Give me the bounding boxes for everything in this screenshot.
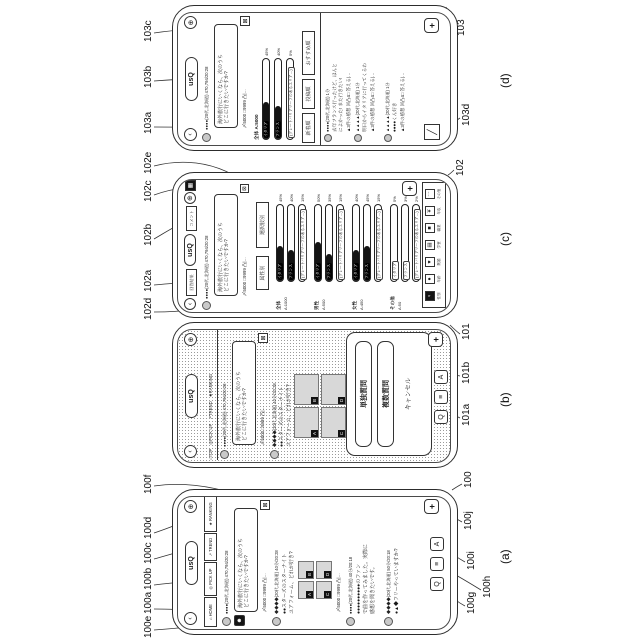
phone-c-screen: [177, 179, 451, 313]
result-bar-pct: 15%: [338, 193, 343, 202]
avatar: [346, 617, 355, 626]
attr-icon-1[interactable]: ●: [425, 274, 435, 284]
result-bar-pct: 45%: [278, 193, 283, 202]
tab-1-a[interactable]: [204, 562, 217, 596]
a-tab-icon: ⌂: [208, 617, 213, 620]
questions-icon-a[interactable]: Q: [430, 577, 444, 591]
choice-badge: A: [307, 593, 312, 597]
result-bar-label: イタリア: [278, 263, 282, 279]
avatar: [270, 450, 279, 459]
c-expand-icon[interactable]: ⊠: [240, 184, 249, 193]
attribute-filter-bar: [422, 182, 446, 308]
attr-4[interactable]: [425, 220, 445, 236]
result-bar-pct: 3%: [403, 196, 408, 202]
a-q1-footer: 〆5000 □9999 凸|…: [262, 573, 267, 612]
a-q2-body: [282, 551, 296, 614]
photo-cell[interactable]: [298, 581, 314, 599]
b-q2-line: ユアフォーム、どれが好き?: [286, 384, 292, 447]
choice-badge: B: [312, 399, 317, 403]
c-search-icon[interactable]: ⊕: [184, 192, 196, 204]
attr-icon-4[interactable]: ■: [425, 223, 435, 233]
fab-plus-button-d[interactable]: +: [424, 18, 439, 33]
group-count: A:50: [397, 301, 402, 310]
attr-label-4: 職業: [437, 224, 441, 232]
questions-icon-b[interactable]: Q: [434, 410, 448, 424]
avatar: [202, 301, 211, 310]
ref-label-100a: 100a: [143, 591, 154, 614]
a-q2-line: ユアフォーム、どれが好き?: [289, 551, 295, 614]
ref-label-103c: 103c: [143, 20, 154, 42]
caption-(a): (a): [498, 549, 512, 564]
b-tab-icon: ⌂: [208, 457, 213, 460]
phone-d: [172, 5, 458, 151]
ref-label-103a: 103a: [143, 111, 154, 134]
a-tab-label: PICK UP: [208, 568, 213, 585]
choice-badge: D: [325, 572, 330, 577]
result-bar-track: [325, 204, 333, 282]
attr-icon-2[interactable]: ♥: [425, 257, 435, 267]
avatar[interactable]: [222, 617, 231, 626]
ref-label-100e: 100e: [143, 615, 154, 638]
b-q1-question-line: どこに行きたいですか?: [241, 388, 248, 441]
result-bar-track: [401, 204, 409, 282]
a-t4-body: [394, 548, 401, 614]
tab-2-b[interactable]: [208, 401, 214, 419]
photo-cell[interactable]: [294, 407, 319, 438]
result-bar-label: (グレートバリアリーフのあるエリア…): [377, 211, 381, 278]
result-bar-label: (グレートバリアリーフのあるエリア…): [289, 69, 293, 136]
result-bar-pct: 2%: [414, 196, 419, 202]
d-question-line: 海外旅行にいくなら、次のうち: [217, 53, 224, 124]
tab-2-a[interactable]: [204, 533, 217, 561]
ref-label-101a: 101a: [461, 403, 472, 426]
ref-label-102c: 102c: [143, 180, 154, 202]
choice-badge: C: [339, 431, 344, 436]
attr-label-2: 既婚: [437, 258, 441, 266]
result-bar-track: [374, 204, 382, 282]
phone-b: [172, 322, 458, 468]
d-reply-meta: ●●●●(20代,北海道) 1分: [325, 88, 330, 132]
result-bar-label: フランス: [289, 263, 293, 279]
a-q1-question-balloon: [234, 508, 258, 612]
b-logo: usQ: [185, 374, 198, 418]
d-q-meta: ●●●●(20代,北海道) 470,794/20:28: [204, 66, 209, 130]
d-back-icon[interactable]: ‹: [184, 128, 197, 141]
result-bar-label: (グレートバリアリーフのあるエリア…): [415, 211, 419, 278]
attr-label-3: 学歴: [437, 241, 441, 249]
d-reply-line: 明日からイタリアに行ってくるわ: [362, 63, 367, 132]
d-reply-line: によかった! また行きたい!: [337, 77, 343, 132]
result-bar-track: [314, 204, 322, 282]
result-bar-label: (グレートバリアリーフのあるエリア…): [339, 211, 343, 278]
result-bar-label: フランス: [276, 121, 280, 137]
a-t3-line: ●●●●●●●●●●のファン: [356, 563, 362, 614]
tab-0-b[interactable]: [208, 449, 213, 460]
result-bar-pct: 35%: [327, 193, 332, 202]
a-tab-icon: ◎: [208, 585, 213, 590]
b-search-icon[interactable]: ⊕: [184, 333, 197, 346]
result-bar-label: イタリア: [393, 262, 397, 278]
avatar: [324, 134, 332, 142]
a-t4-line: ●▲◆フリーやっていますか?: [394, 548, 400, 614]
result-bar-label: フランス: [327, 263, 331, 279]
ref-label-103d: 103d: [461, 103, 472, 126]
result-bar-track: [390, 204, 398, 282]
result-bar-pct: 40%: [289, 193, 294, 202]
ref-label-100f: 100f: [143, 474, 154, 494]
c-comments-box[interactable]: コメント: [186, 206, 197, 231]
a-logo: usQ: [185, 541, 198, 585]
c-q-footer: 〆5000 □9999 凸|…: [242, 257, 247, 296]
sort-0-button[interactable]: 新着順: [302, 113, 315, 143]
c-logo: usQ: [184, 234, 196, 266]
attr-0[interactable]: [425, 288, 445, 304]
result-bar-track: [286, 58, 294, 140]
result-bar-track: [276, 204, 284, 282]
b-tab-icon: ★: [207, 393, 213, 398]
a-q1-question-line: どこに行きたいですか?: [243, 555, 250, 608]
result-bar-label: (グレートバリアリーフのあるエリア…): [301, 211, 305, 278]
result-bar-pct: 45%: [365, 193, 370, 202]
ref-label-102e: 102e: [143, 151, 154, 174]
result-bar-pct: 15%: [376, 193, 381, 202]
a-tab-label: HOME: [208, 604, 213, 617]
result-bar-label: フランス: [404, 262, 408, 278]
photo-cell[interactable]: [294, 374, 319, 405]
c-chart-icon[interactable]: ▦: [185, 180, 196, 191]
ref-label-100g: 100g: [466, 591, 477, 614]
a-t4-meta: ◆◆◆◆(20代,北海道) 50分/20:18: [386, 550, 391, 614]
result-bar-pct: 45%: [264, 47, 269, 56]
tab-3-b[interactable]: [208, 374, 214, 397]
a-tab-icon: ↗: [208, 552, 213, 557]
caption-(d): (d): [498, 73, 512, 88]
result-bar-pct: 50%: [316, 193, 321, 202]
attr-icon-6[interactable]: ⋯: [425, 189, 435, 199]
group-count: A:450: [359, 299, 364, 310]
d-reply-footer: ▲3件の感想 回凸4□ 答える|…: [400, 72, 405, 132]
sort-1-button[interactable]: 投稿順: [302, 79, 315, 109]
a-q1-expand-icon[interactable]: ⊠: [260, 500, 270, 510]
a-tab-label: TREND: [208, 537, 213, 552]
b-q2-meta: ◆◆◆◆(20代,北海道) 40分/20:28: [272, 383, 277, 447]
photo-cell[interactable]: [321, 374, 346, 405]
b-tab-label: TREND: [207, 401, 213, 417]
photo-cell[interactable]: [321, 407, 346, 438]
ref-label-103b: 103b: [143, 65, 154, 88]
caption-(c): (c): [498, 232, 512, 246]
phone-a-screen: [177, 496, 451, 630]
a-q2-footer: 〆5000 □9999 凸|…: [336, 573, 341, 612]
phone-b-screen: [177, 329, 451, 463]
ref-label-100b: 100b: [143, 567, 154, 590]
result-bar-track: [274, 58, 282, 140]
d-reply-body: [362, 63, 368, 132]
result-bar-pct: 40%: [354, 193, 359, 202]
avatar[interactable]: [220, 450, 229, 459]
ref-label-101b: 101b: [461, 361, 472, 384]
d-reply-footer: ▲3件の感想 回凸4□ 答える|…: [346, 72, 351, 132]
answers-icon-b[interactable]: A: [434, 370, 448, 384]
attr-6[interactable]: [425, 186, 445, 202]
ref-label-102a: 102a: [143, 269, 154, 292]
d-question-balloon: [214, 24, 238, 128]
attr-label-6: その他: [437, 188, 441, 200]
c-q-meta: ●●●●(20代,北海道) 470,794/20:28: [204, 235, 209, 299]
d-reply-line: 去年フランス行ったけど、ほんと: [332, 63, 337, 132]
d-reply-body: [392, 103, 398, 132]
attr-label-1: 年齢: [437, 275, 441, 283]
result-bar-pct: 5%: [288, 50, 293, 56]
b-tab-label: PICK UP: [207, 423, 213, 441]
ref-label-102: 102: [455, 159, 466, 176]
b-tab-icon: ↗: [207, 416, 213, 420]
result-bar-track: [352, 204, 360, 282]
a-tab-icon: ★: [208, 522, 213, 526]
a-q1-meta: ●●●●(20代,北海道) 470,794/20:28: [224, 550, 229, 614]
d-reply-meta: ▲▲▲▲(20代,北海道) 1分: [355, 82, 360, 132]
result-bar-pct: 40%: [276, 47, 281, 56]
multi-question-button[interactable]: 複数質問: [377, 341, 394, 447]
avatar: [354, 134, 362, 142]
group-count: A:1000: [283, 297, 288, 310]
avatar: [272, 617, 281, 626]
a-q2-meta: ◆◆◆◆(20代,北海道) 40分/20:28: [274, 550, 279, 614]
b-q1-expand-icon[interactable]: ⊠: [258, 333, 268, 343]
result-bar-pct: 15%: [300, 193, 305, 202]
tab-0-a[interactable]: [204, 597, 217, 627]
result-bar-label: イタリア: [316, 263, 320, 279]
d-q-footer: 〆5000 □9999 凸|…: [242, 89, 247, 128]
d-reply-body: [332, 63, 343, 132]
ref-label-102b: 102b: [143, 223, 154, 246]
choice-badge: A: [312, 432, 317, 436]
group-name: 男性: [314, 300, 319, 310]
a-tab-label: RANKING: [208, 502, 213, 521]
choice-badge: C: [325, 592, 330, 597]
b-tab-icon: ◎: [207, 440, 213, 445]
a-t3-line: 感想を聞きたいです。: [370, 564, 376, 614]
a-q1-question-line: 海外旅行にいくなら、次のうち: [237, 537, 244, 608]
a-t3-body: [356, 544, 377, 614]
group-name: その他: [390, 296, 395, 310]
avatar: [384, 617, 393, 626]
post-type-modal: [346, 332, 432, 456]
ref-label-100i: 100i: [466, 551, 477, 570]
a-t3-line: で曲を作ってみました。実際に: [363, 543, 369, 614]
choice-badge: B: [307, 573, 312, 577]
attr-3[interactable]: [425, 237, 445, 253]
ref-label-100d: 100d: [143, 516, 154, 539]
attr-icon-5[interactable]: ¥: [425, 206, 435, 216]
ref-label-101: 101: [461, 323, 472, 340]
d-reply-line: ●●●●くん好き: [392, 102, 397, 132]
caption-(b): (b): [498, 392, 512, 407]
ref-label-100h: 100h: [482, 575, 493, 598]
attr-1[interactable]: [425, 271, 445, 287]
ref-label-100: 100: [463, 471, 474, 488]
tab-3-a[interactable]: [204, 496, 217, 532]
a-back-icon[interactable]: ‹: [184, 612, 197, 625]
attr-2[interactable]: [425, 254, 445, 270]
attr-label-0: 性別: [437, 292, 441, 300]
a-q2-line: ●●スターズのスターナイト: [282, 553, 288, 614]
b-q2-line: ●●スターズのスターナイト: [279, 386, 285, 447]
group-name: 女性: [352, 300, 357, 310]
phone-c: [172, 172, 458, 318]
a-q1-user-face-icon[interactable]: ☻: [234, 615, 245, 626]
tab-row-b: [204, 330, 218, 460]
a-search-icon[interactable]: ⊕: [184, 500, 197, 513]
compose-icon[interactable]: ╱: [424, 124, 440, 140]
answers-icon-a[interactable]: A: [430, 537, 444, 551]
photo-cell[interactable]: [298, 561, 314, 579]
result-bar-label: イタリア: [354, 263, 358, 279]
d-expand-icon[interactable]: ⊠: [240, 16, 250, 26]
b-q1-question-balloon: [232, 341, 256, 445]
d-logo: usQ: [185, 57, 198, 101]
fab-plus-button-c[interactable]: +: [402, 181, 417, 196]
attr-5[interactable]: [425, 203, 445, 219]
choice-badge: D: [339, 398, 344, 403]
result-bar-track: [262, 58, 270, 140]
result-bar-track: [298, 204, 306, 282]
attr-icon-3[interactable]: ▤: [425, 240, 435, 250]
b-tab-label: TOP: [208, 448, 213, 458]
fab-plus-button-a[interactable]: +: [424, 499, 439, 514]
tab-1-b[interactable]: [208, 424, 214, 445]
b-q2-body: [279, 384, 293, 447]
result-bar-label: フランス: [365, 263, 369, 279]
avatar: [384, 134, 392, 142]
by-attribute-button[interactable]: 属性別: [256, 256, 269, 290]
single-question-button[interactable]: 単独質問: [355, 341, 372, 447]
result-bar-track: [363, 204, 371, 282]
d-result-header: 全体 A:5000: [254, 114, 259, 140]
phone-a: [172, 489, 458, 635]
result-bar-track: [287, 204, 295, 282]
group-count: A:500: [321, 299, 326, 310]
attr-label-5: 年収: [437, 207, 441, 215]
ref-label-100j: 100j: [463, 511, 474, 530]
c-question-balloon: [214, 194, 238, 296]
photo-cell[interactable]: [316, 561, 332, 579]
cancel-button[interactable]: キャンセル: [405, 377, 412, 411]
b-q1-question-line: 海外旅行にいくなら、次のうち: [235, 370, 242, 441]
by-choice-button[interactable]: 選択肢別: [256, 202, 269, 248]
photo-cell[interactable]: [316, 581, 332, 599]
result-bar-pct: 5%: [392, 196, 397, 202]
divider: [320, 12, 321, 145]
attr-icon-0[interactable]: ♀: [425, 291, 435, 301]
b-back-icon[interactable]: ‹: [184, 445, 197, 458]
avatar: [202, 133, 211, 142]
c-question-line: どこに行きたいですか?: [223, 239, 230, 292]
list-icon-b[interactable]: ≡: [434, 390, 448, 404]
group-name: 全体: [276, 300, 281, 310]
fab-plus-button-b[interactable]: +: [428, 332, 443, 347]
d-reply-footer: ▲3件の感想 回凸4□ 答える|…: [370, 72, 375, 132]
result-bar-track: [336, 204, 344, 282]
d-search-icon[interactable]: ⊕: [184, 16, 197, 29]
d-question-line: どこに行きたいですか?: [223, 71, 230, 124]
ref-label-102d: 102d: [143, 297, 154, 320]
result-bar-track: [412, 204, 420, 282]
phone-d-screen: [177, 12, 451, 146]
c-answer-results-box[interactable]: 回答結果: [186, 269, 197, 296]
result-bar-label: イタリア: [264, 121, 268, 137]
ref-label-103: 103: [456, 19, 467, 36]
b-tab-label: RANKING: [207, 373, 213, 394]
d-reply-meta: ▲▲▲▲(20代,北海道) 1分: [385, 82, 390, 132]
a-t3-meta: ●●●●(20代,北海道) 40分/20:18: [348, 556, 353, 614]
c-back-icon[interactable]: ‹: [184, 298, 196, 310]
c-question-line: 海外旅行にいくなら、次のうち: [217, 221, 224, 292]
list-icon-a[interactable]: ≡: [430, 557, 444, 571]
ref-label-100c: 100c: [143, 542, 154, 564]
b-q1-meta: ●●●●(20代,北海道) 470,794/20:28: [222, 383, 227, 447]
sort-2-button[interactable]: おすすめ順: [302, 31, 315, 75]
b-q1-footer: 〆5000 □9999 凸|…: [260, 406, 265, 445]
